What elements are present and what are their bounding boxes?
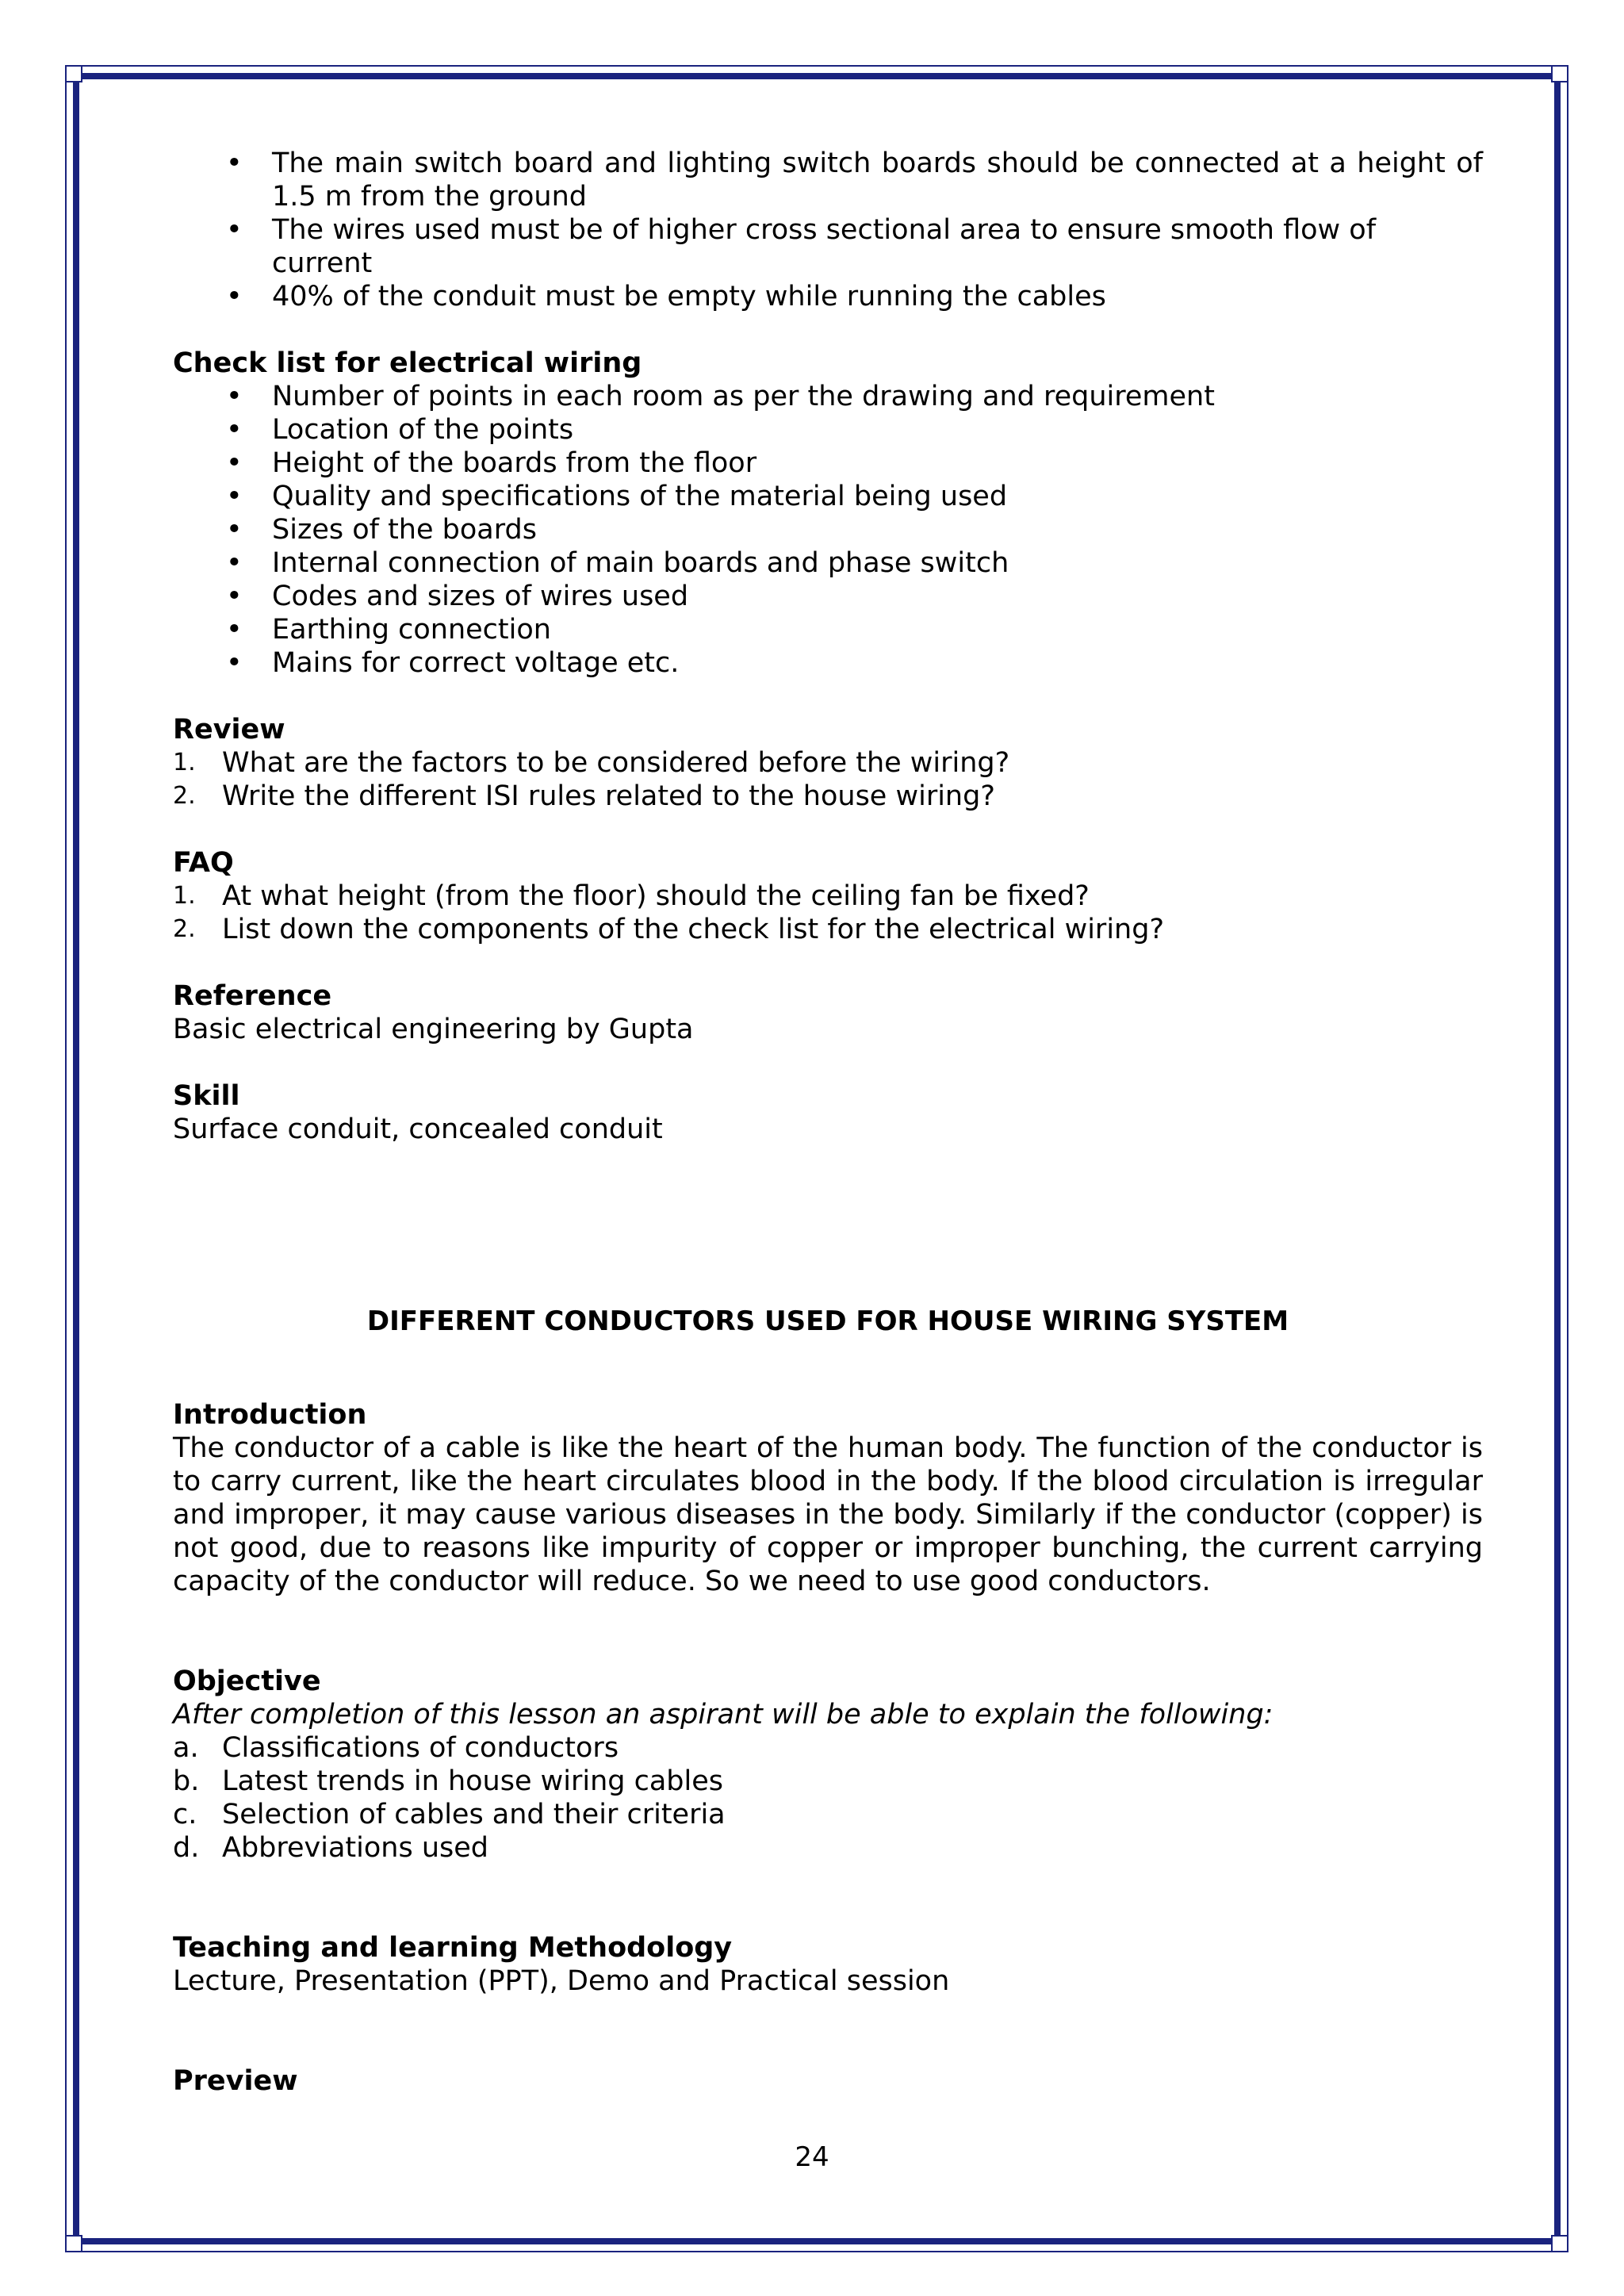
- introduction-text: The conductor of a cable is like the heart of the human body. The function of the conductor is to carry current, like the heart circulates blood in the body. If the blood circulation is irregular and improper, it may cause various diseases in the body. Similarly if the conductor (copper) is not good, due to reasons like impurity of copper or improper bunching, the current carrying capacity of the conductor will reduce. So we need to use good conductors.: [173, 1432, 1483, 1597]
- list-item: [173, 1731, 1483, 1765]
- methodology-heading: Teaching and learning Methodology: [173, 1932, 733, 1964]
- list-item: • Mains for correct voltage etc.: [272, 646, 1483, 680]
- border-corner-top-right: [1551, 65, 1568, 82]
- list-letter: b.: [173, 1765, 200, 1797]
- list-item: [173, 880, 1483, 913]
- list-item: • 40% of the conduit must be empty while running the cables: [272, 280, 1483, 313]
- list-text: At what height (from the floor) should the ceiling fan be fixed?: [222, 880, 1090, 912]
- list-letter: d.: [173, 1832, 200, 1864]
- page-number: 24: [795, 2141, 829, 2173]
- faq-heading: FAQ: [173, 847, 234, 879]
- list-item: [173, 746, 1483, 780]
- skill-text: Surface conduit, concealed conduit: [173, 1114, 663, 1145]
- list-text: Selection of cables and their criteria: [222, 1799, 726, 1830]
- list-item: [173, 913, 1483, 946]
- list-number: 2.: [173, 915, 196, 943]
- list-item: • Earthing connection: [272, 613, 1483, 646]
- objective-heading: Objective: [173, 1665, 321, 1697]
- objective-intro: After completion of this lesson an aspirant will be able to explain the following:: [173, 1699, 1274, 1731]
- reference-text: Basic electrical engineering by Gupta: [173, 1014, 694, 1045]
- list-item: • The wires used must be of higher cross sectional area to ensure smooth flow of current: [272, 213, 1483, 280]
- border-corner-top-left: [65, 65, 82, 82]
- checklist-list: [173, 380, 1483, 680]
- reference-heading: Reference: [173, 980, 332, 1012]
- methodology-text: Lecture, Presentation (PPT), Demo and Practical session: [173, 1965, 950, 1997]
- introduction-heading: Introduction: [173, 1399, 367, 1431]
- section-title: DIFFERENT CONDUCTORS USED FOR HOUSE WIRING SYSTEM: [366, 1305, 1289, 1337]
- list-item: • Height of the boards from the floor: [272, 447, 1483, 480]
- preview-heading: Preview: [173, 2065, 298, 2097]
- top-bullet-list: [173, 147, 1483, 313]
- border-corner-bottom-right: [1551, 2235, 1568, 2252]
- list-item: • Number of points in each room as per the drawing and requirement: [272, 380, 1483, 413]
- review-list: [173, 746, 1483, 813]
- list-number: 1.: [173, 749, 196, 776]
- border-corner-bottom-left: [65, 2235, 82, 2252]
- list-letter: a.: [173, 1732, 199, 1764]
- list-number: 2.: [173, 782, 196, 810]
- checklist-heading: Check list for electrical wiring: [173, 347, 642, 379]
- list-text: Latest trends in house wiring cables: [222, 1765, 724, 1797]
- list-item: • The main switch board and lighting switch boards should be connected at a height of 1.5 m from the ground: [272, 147, 1483, 213]
- list-text: List down the components of the check list for the electrical wiring?: [222, 914, 1165, 945]
- list-item: [173, 1798, 1483, 1831]
- list-number: 1.: [173, 882, 196, 910]
- faq-list: [173, 880, 1483, 946]
- list-item: • Sizes of the boards: [272, 513, 1483, 546]
- list-item: [173, 780, 1483, 813]
- list-text: Abbreviations used: [222, 1832, 488, 1864]
- list-item: [173, 1765, 1483, 1798]
- list-item: • Quality and specifications of the material being used: [272, 480, 1483, 513]
- list-item: [173, 1831, 1483, 1865]
- list-letter: c.: [173, 1799, 197, 1830]
- list-item: • Codes and sizes of wires used: [272, 580, 1483, 613]
- list-item: • Internal connection of main boards and phase switch: [272, 546, 1483, 580]
- list-text: What are the factors to be considered before the wiring?: [222, 747, 1010, 779]
- skill-heading: Skill: [173, 1080, 240, 1112]
- list-text: Write the different ISI rules related to the house wiring?: [222, 780, 995, 812]
- objective-list: [173, 1731, 1483, 1865]
- page-content: [173, 147, 1483, 2098]
- list-item: • Location of the points: [272, 413, 1483, 447]
- review-heading: Review: [173, 714, 285, 746]
- list-text: Classifications of conductors: [222, 1732, 619, 1764]
